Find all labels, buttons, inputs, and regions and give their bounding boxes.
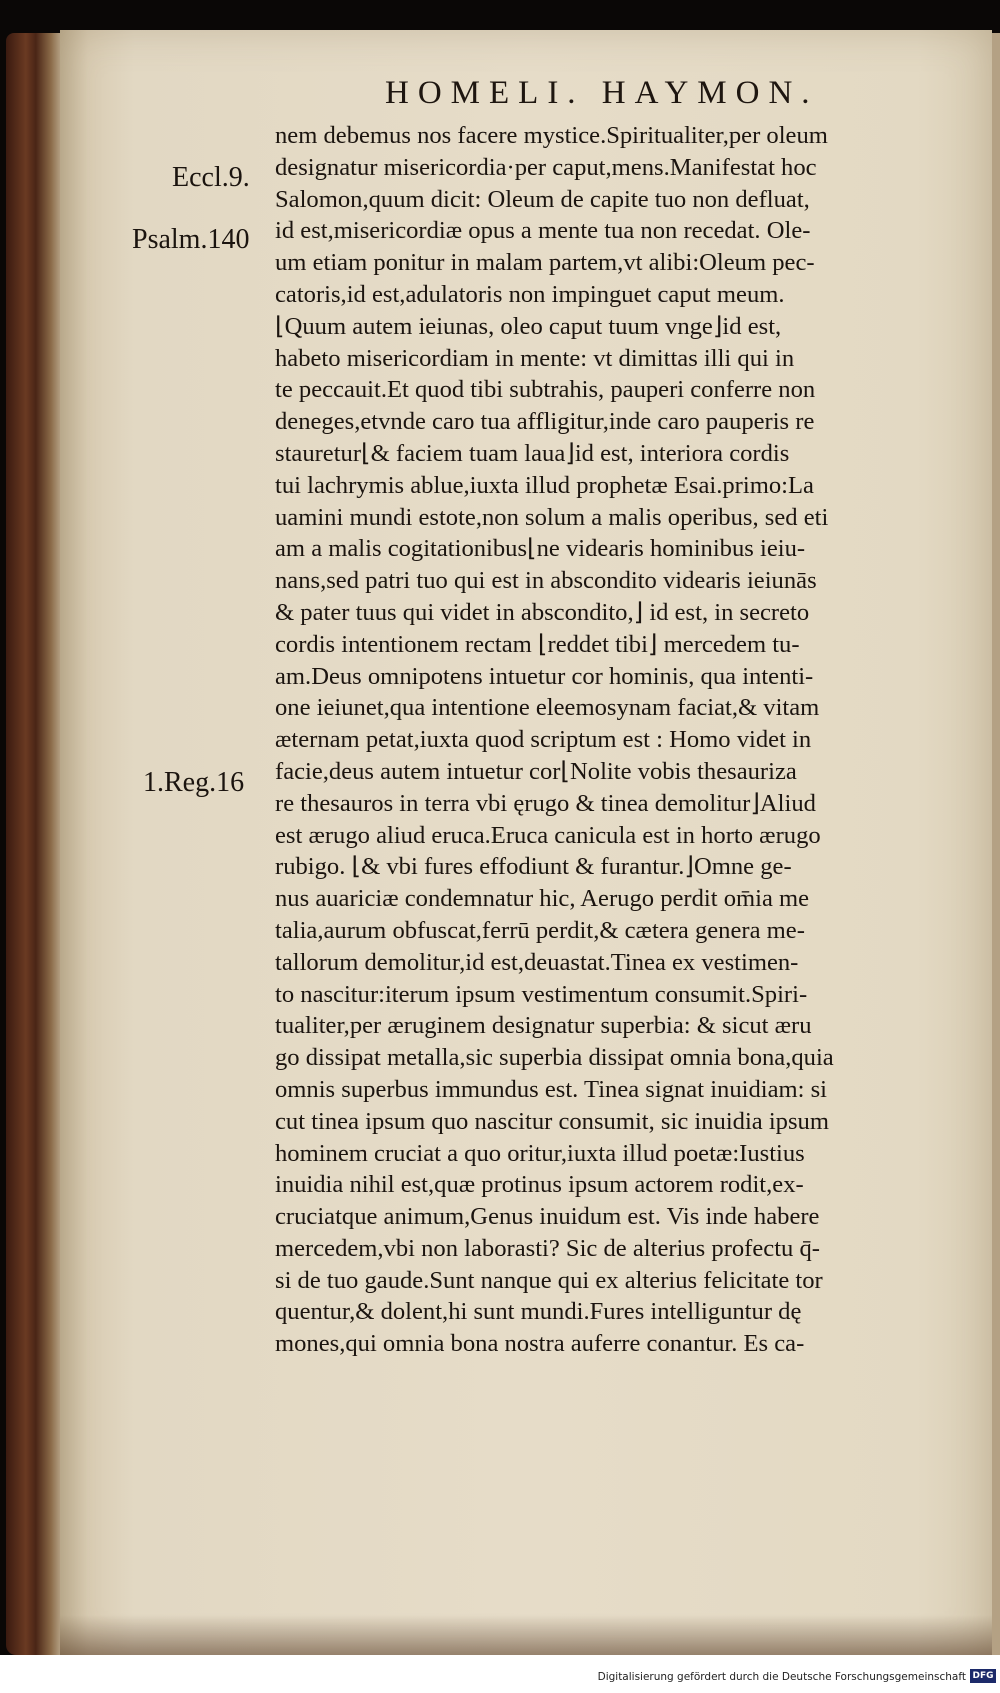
text-line: tui lachrymis ablue,iuxta illud prophetæ Esai.primo:La — [275, 471, 814, 499]
text-line: inuidia nihil est,quæ protinus ipsum actorem rodit,ex- — [275, 1171, 804, 1199]
text-line: nans,sed patri tuo qui est in abscondito videaris ieiunās — [275, 567, 817, 595]
text-line: nem debemus nos facere mystice.Spiritualiter,per oleum — [275, 122, 828, 149]
running-head: HOMELI. HAYMON. — [385, 75, 819, 111]
text-line: mones,qui omnia bona nostra auferre conantur. Es ca- — [275, 1330, 805, 1358]
text-line: si de tuo gaude.Sunt nanque qui ex alterius felicitate tor — [275, 1266, 823, 1294]
text-line: cruciatque animum,Genus inuidum est. Vis inde habere — [275, 1203, 820, 1231]
funding-credit: Digitalisierung gefördert durch die Deutsche Forschungsgemeinschaft — [597, 1671, 966, 1683]
text-line: am.Deus omnipotens intuetur cor hominis, qua intenti- — [275, 662, 814, 690]
text-line: & pater tuus qui videt in abscondito,⌋ id est, in secreto — [275, 598, 810, 626]
text-line: rubigo. ⌊& vbi fures effodiunt & furantur.⌋Omne ge- — [275, 853, 792, 881]
text-line: catoris,id est,adulatoris non impinguet caput meum. — [275, 280, 785, 308]
page-bottom-shadow — [60, 1615, 992, 1655]
text-line: deneges,etvnde caro tua affligitur,inde caro pauperis re — [275, 408, 815, 436]
text-line: talia,aurum obfuscat,ferrū perdit,& cætera genera me- — [275, 916, 805, 944]
margin-note-psalm: Psalm.140 — [132, 224, 250, 255]
text-line: omnis superbus immundus est. Tinea signat inuidiam: si — [275, 1075, 828, 1103]
text-line: mercedem,vbi non laborasti? Sic de alterius profectu q̄- — [275, 1234, 820, 1262]
text-line: to nascitur:iterum ipsum vestimentum consumit.Spiri- — [275, 980, 808, 1008]
text-line: tualiter,per æruginem designatur superbia: & sicut æru — [275, 1012, 812, 1040]
text-line: æternam petat,iuxta quod scriptum est : Homo videt in — [275, 726, 812, 754]
dfg-logo: DFG — [970, 1669, 996, 1683]
text-line: hominem cruciat a quo oritur,iuxta illud poetæ:Iustius — [275, 1139, 805, 1167]
text-line: te peccauit.Et quod tibi subtrahis, pauperi conferre non — [275, 376, 816, 404]
text-line: Salomon,quum dicit: Oleum de capite tuo non defluat, — [275, 185, 810, 213]
text-line: id est,misericordiæ opus a mente tua non recedat. Ole- — [275, 217, 811, 245]
text-line: am a malis cogitationibus⌊ne videaris hominibus ieiu- — [275, 535, 806, 563]
text-line: stauretur⌊& faciem tuam laua⌋id est, interiora cordis — [275, 439, 790, 467]
text-line: cordis intentionem rectam ⌊reddet tibi⌋ mercedem tu- — [275, 630, 800, 658]
text-line: habeto misericordiam in mente: vt dimittas illi qui in — [275, 344, 795, 372]
text-line: cut tinea ipsum quo nascitur consumit, sic inuidia ipsum — [275, 1107, 829, 1135]
text-line: um etiam ponitur in malam partem,vt alibi:Oleum pec- — [275, 249, 815, 277]
text-line: uamini mundi estote,non solum a malis operibus, sed eti — [275, 503, 829, 531]
body-text — [275, 120, 980, 1360]
text-line: quentur,& dolent,hi sunt mundi.Fures intelliguntur dę — [275, 1298, 802, 1326]
text-line: go dissipat metalla,sic superbia dissipat omnia bona,quia — [275, 1044, 834, 1072]
margin-note-eccl: Eccl.9. — [172, 162, 250, 193]
text-line: one ieiunet,qua intentione eleemosynam faciat,& vitam — [275, 694, 820, 722]
margin-note-reg: 1.Reg.16 — [143, 767, 245, 798]
text-line: facie,deus autem intuetur cor⌊Nolite vobis thesauriza — [275, 757, 797, 785]
text-line: est ærugo aliud eruca.Eruca canicula est in horto ærugo — [275, 821, 821, 849]
text-line: tallorum demolitur,id est,deuastat.Tinea ex vestimen- — [275, 948, 799, 976]
text-line: designatur misericordia·per caput,mens.Manifestat hoc — [275, 153, 817, 181]
text-line: re thesauros in terra vbi ęrugo & tinea demolitur⌋Aliud — [275, 789, 816, 817]
text-line: ⌊Quum autem ieiunas, oleo caput tuum vnge⌋id est, — [275, 312, 782, 340]
text-line: nus auariciæ condemnatur hic, Aerugo perdit om̄ia me — [275, 885, 810, 913]
